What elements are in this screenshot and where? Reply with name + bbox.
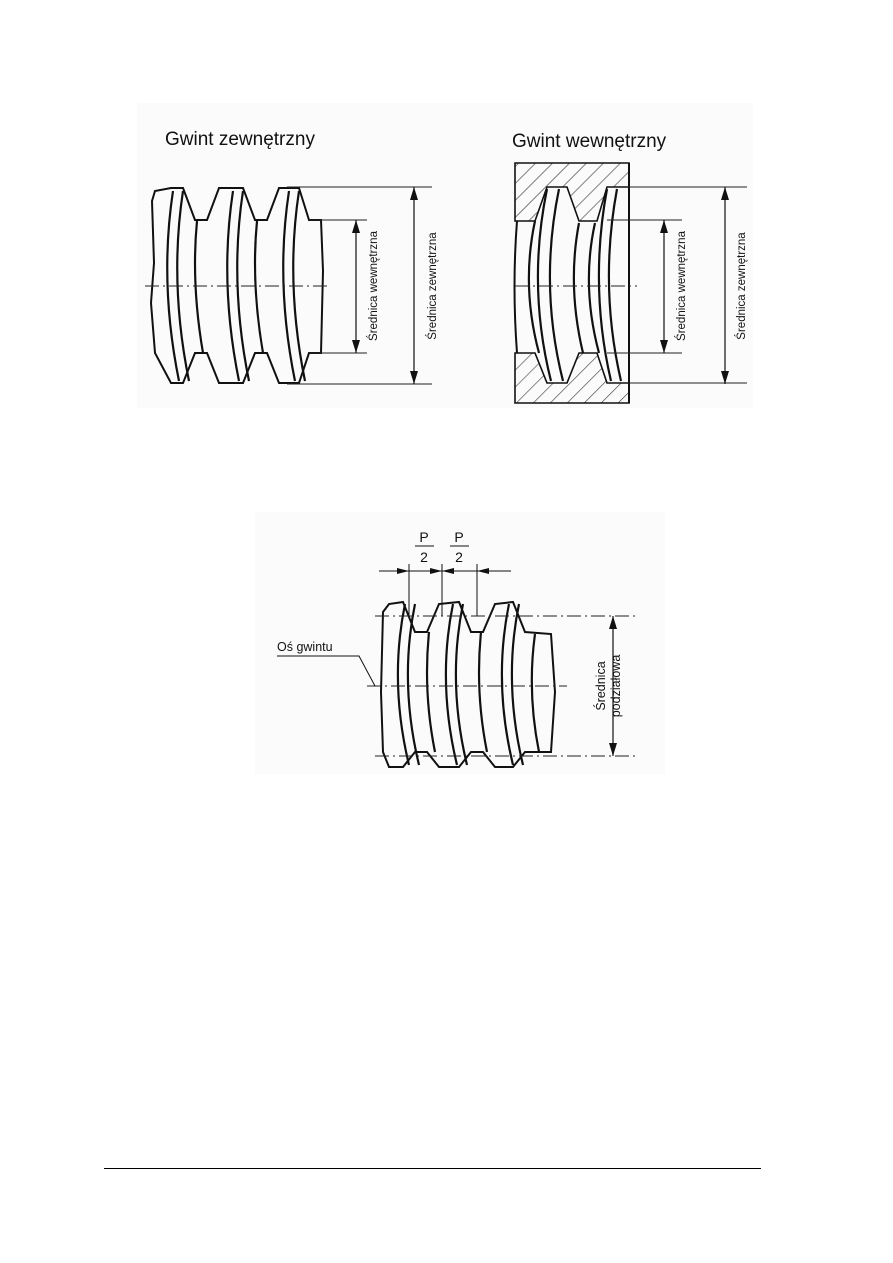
external-thread-drawing	[145, 187, 432, 384]
thread-drawing	[277, 602, 635, 767]
thread-diameters-figure	[137, 103, 753, 408]
axis-label: Oś gwintu	[277, 640, 333, 654]
thread-diameters-svg	[137, 103, 753, 408]
internal-outer-diameter-label: Średnica zewnętrzna	[736, 232, 748, 340]
internal-inner-diameter-label: Średnica wewnętrzna	[676, 231, 688, 341]
external-inner-diameter-label: Średnica wewnętrzna	[368, 231, 380, 341]
internal-thread-title: Gwint wewnętrzny	[512, 131, 667, 152]
pitch-diameter-label-line2: podziałowa	[609, 654, 623, 718]
external-thread-title: Gwint zewnętrzny	[165, 129, 315, 150]
external-outer-diameter-label: Średnica zewnętrzna	[427, 232, 439, 340]
pitch-right-numerator: P	[454, 529, 464, 545]
pitch-diameter-figure	[255, 512, 665, 774]
pitch-dimension	[379, 564, 511, 616]
pitch-left-denominator: 2	[420, 549, 428, 565]
pitch-left-numerator: P	[419, 529, 429, 545]
pitch-diameter-svg	[255, 512, 665, 774]
footer-rule	[104, 1168, 761, 1169]
internal-thread-drawing	[515, 163, 748, 403]
pitch-right-denominator: 2	[455, 549, 463, 565]
pitch-diameter-label-line1: Średnica	[594, 661, 608, 711]
